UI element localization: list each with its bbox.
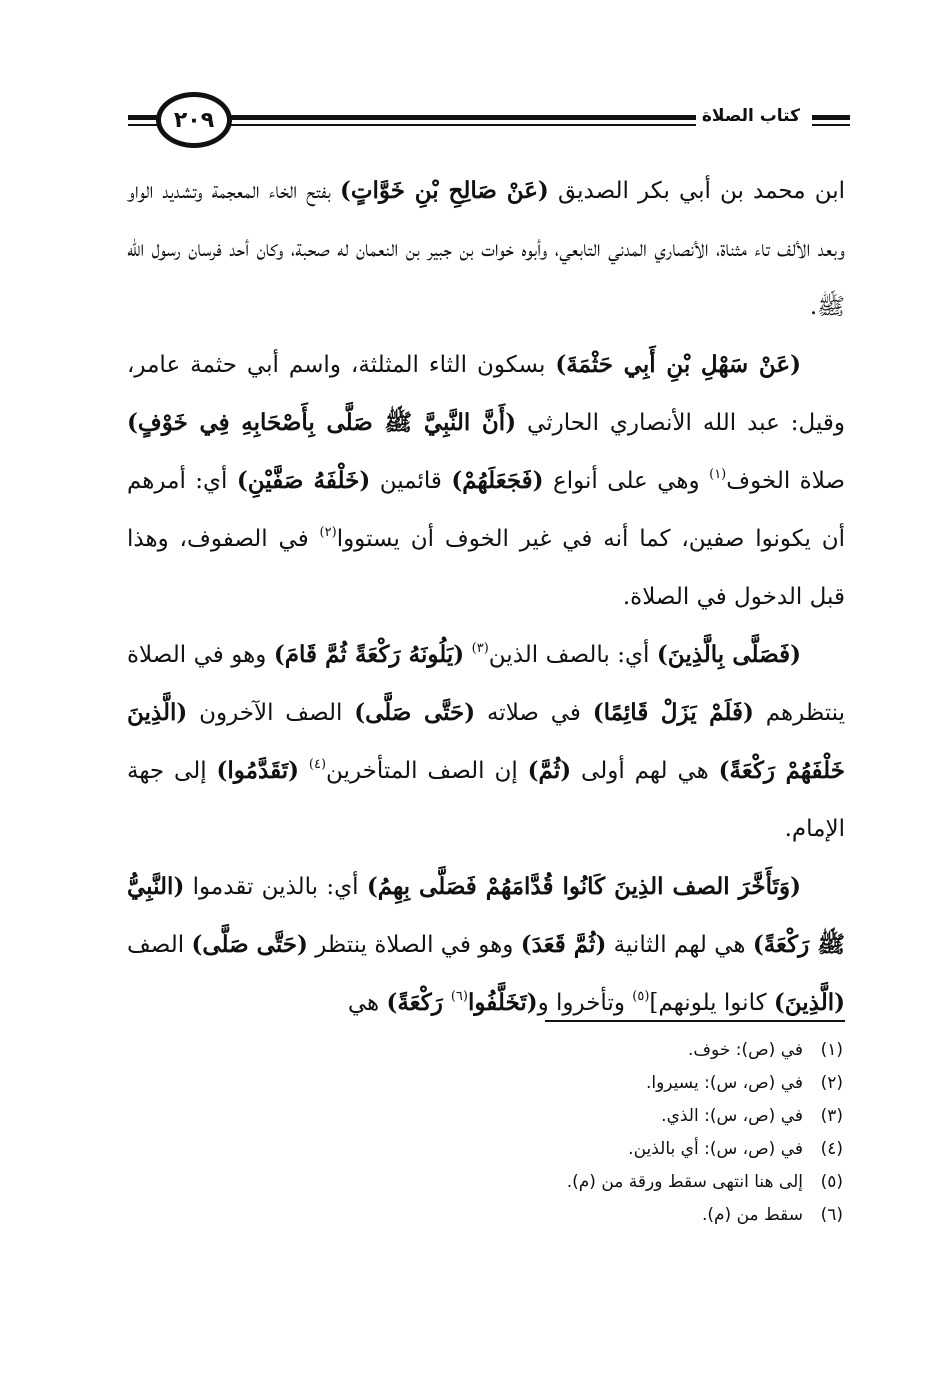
footnote-number: (٣): [820, 1106, 843, 1126]
quoted-text: (ثُمَّ قَعَدَ): [520, 931, 607, 958]
footnote-ref[interactable]: (٢): [319, 525, 337, 540]
footnote-number: (٥): [820, 1172, 843, 1192]
quoted-text: (النَّبِيُّ ﷺ رَكْعَةً): [127, 873, 845, 958]
footnote-ref[interactable]: (٣): [471, 641, 489, 656]
footnote-text: في (ص، س): يسيروا.: [645, 1073, 803, 1093]
page-header: [128, 88, 850, 158]
text: في الصفوف، وهذا قبل الدخول في الصلاة.: [127, 526, 845, 610]
text: إن الصف المتأخرين: [326, 758, 528, 784]
text: وتأخروا و: [537, 990, 633, 1016]
text: الصف الآخرون: [187, 700, 355, 726]
quoted-text: (الَّذِينَ): [773, 989, 845, 1016]
quoted-text: (حَتَّى صَلَّى): [191, 931, 308, 958]
quoted-text: (يَلُونَهُ رَكْعَةً ثُمَّ قَامَ): [273, 641, 465, 668]
footnote-2: [243, 1067, 843, 1100]
quoted-text: (ثُمَّ): [527, 757, 572, 784]
footnote-number: (٢): [820, 1073, 843, 1093]
quoted-text: (فَجَعَلَهُمْ): [451, 467, 544, 494]
quoted-text: (فَصَلَّى بِالَّذِينَ): [656, 641, 801, 668]
quoted-text: رَكْعَةً): [386, 989, 451, 1016]
text: الصف: [127, 932, 192, 958]
footnote-number: (٦): [820, 1205, 843, 1225]
footnote-number: (٤): [820, 1139, 843, 1159]
text: وهو في الصلاة ينتظرهم: [127, 642, 845, 726]
text: [299, 758, 309, 784]
header-rule-right-thick: [812, 115, 850, 120]
quoted-text: (فَلَمْ يَزَلْ قَائِمًا): [592, 699, 754, 726]
quoted-text: (تَخَلَّفُوا: [467, 989, 538, 1016]
text: بسكون الثاء المثلثة، واسم أبي حثمة عامر، وقيل: عبد الله الأنصاري الحارثي: [127, 352, 845, 436]
text: [464, 642, 471, 668]
quoted-text: (الَّذِينَ خَلْفَهُمْ رَكْعَةً): [127, 699, 845, 784]
page-number: ٢٠٩: [156, 92, 232, 148]
text: أي: أمرهم أن يكونوا صفين، كما أنه في غير الخوف أن يستووا: [127, 468, 845, 552]
text: هي لهم الثانية: [606, 932, 753, 958]
quoted-text: (حَتَّى صَلَّى): [354, 699, 476, 726]
main-text: [127, 162, 845, 1032]
paragraph-4: [127, 858, 845, 1032]
text: بفتح الخاء المعجمة وتشديد الواو وبعد الألف تاء مثناة، الأنصاري المدني التابعي، وأبوه خوات بن جبير بن النعمان له صحبة، وكان أحد فرسان رسول الله ﷺ.: [127, 178, 845, 320]
text: صلاة الخوف: [726, 468, 845, 494]
footnote-text: في (ص، س): أي بالذين.: [628, 1139, 803, 1159]
footnotes: [243, 1034, 843, 1232]
text: هي لهم أولى: [571, 758, 719, 784]
text: قائمين: [370, 468, 452, 494]
text: كانوا يلونهم]: [649, 990, 774, 1016]
footnote-ref[interactable]: (٤): [308, 757, 327, 772]
text: أي: بالذين تقدموا: [184, 874, 367, 900]
footnote-5: [243, 1166, 843, 1199]
quoted-text: (وَتَأَخَّرَ الصف الذِينَ كَانُوا قُدَّامَهُمْ فَصَلَّى بِهِمُ): [366, 873, 801, 900]
paragraph-3: [127, 626, 845, 858]
footnote-separator: [545, 1020, 845, 1022]
quoted-text: (تَقَدَّمُوا): [216, 757, 299, 784]
quoted-text: (خَلْفَهُ صَفَّيْنِ): [236, 467, 371, 494]
text: أي: بالصف الذين: [488, 642, 657, 668]
footnote-text: في (ص): خوف.: [688, 1040, 803, 1060]
text: هي: [347, 990, 387, 1016]
header-rule-thin: [218, 124, 702, 126]
footnote-number: (١): [820, 1040, 843, 1060]
footnote-6: [243, 1199, 843, 1232]
text: في صلاته: [475, 700, 593, 726]
footnote-ref[interactable]: (٥): [632, 989, 650, 1004]
text: ابن محمد بن أبي بكر الصديق: [548, 178, 845, 204]
quoted-text: (عَنْ صَالِحِ بْنِ خَوَّاتٍ): [339, 177, 549, 204]
footnote-text: في (ص، س): الذي.: [661, 1106, 803, 1126]
quoted-text: (عَنْ سَهْلِ بْنِ أَبِي حَثْمَةَ): [555, 351, 801, 378]
footnote-text: إلى هنا انتهى سقط ورقة من (م).: [566, 1172, 803, 1192]
text: وهي على أنواع: [543, 468, 710, 494]
footnote-3: [243, 1100, 843, 1133]
text: إلى جهة الإمام.: [127, 758, 845, 842]
footnote-text: سقط من (م).: [701, 1205, 803, 1225]
header-rule-right-thin: [812, 124, 850, 126]
footnote-1: [243, 1034, 843, 1067]
quoted-text: (أَنَّ النَّبِيَّ ﷺ صَلَّى بِأَصْحَابِهِ فِي خَوْفٍ): [127, 409, 517, 436]
header-rule-thick: [218, 115, 702, 120]
running-title: كتاب الصلاة: [696, 106, 806, 126]
footnote-ref[interactable]: (١): [709, 467, 727, 482]
footnote-4: [243, 1133, 843, 1166]
footnote-ref[interactable]: (٦): [450, 989, 468, 1004]
paragraph-1: [127, 162, 845, 336]
text: وهو في الصلاة ينتظر: [307, 932, 521, 958]
paragraph-2: [127, 336, 845, 626]
